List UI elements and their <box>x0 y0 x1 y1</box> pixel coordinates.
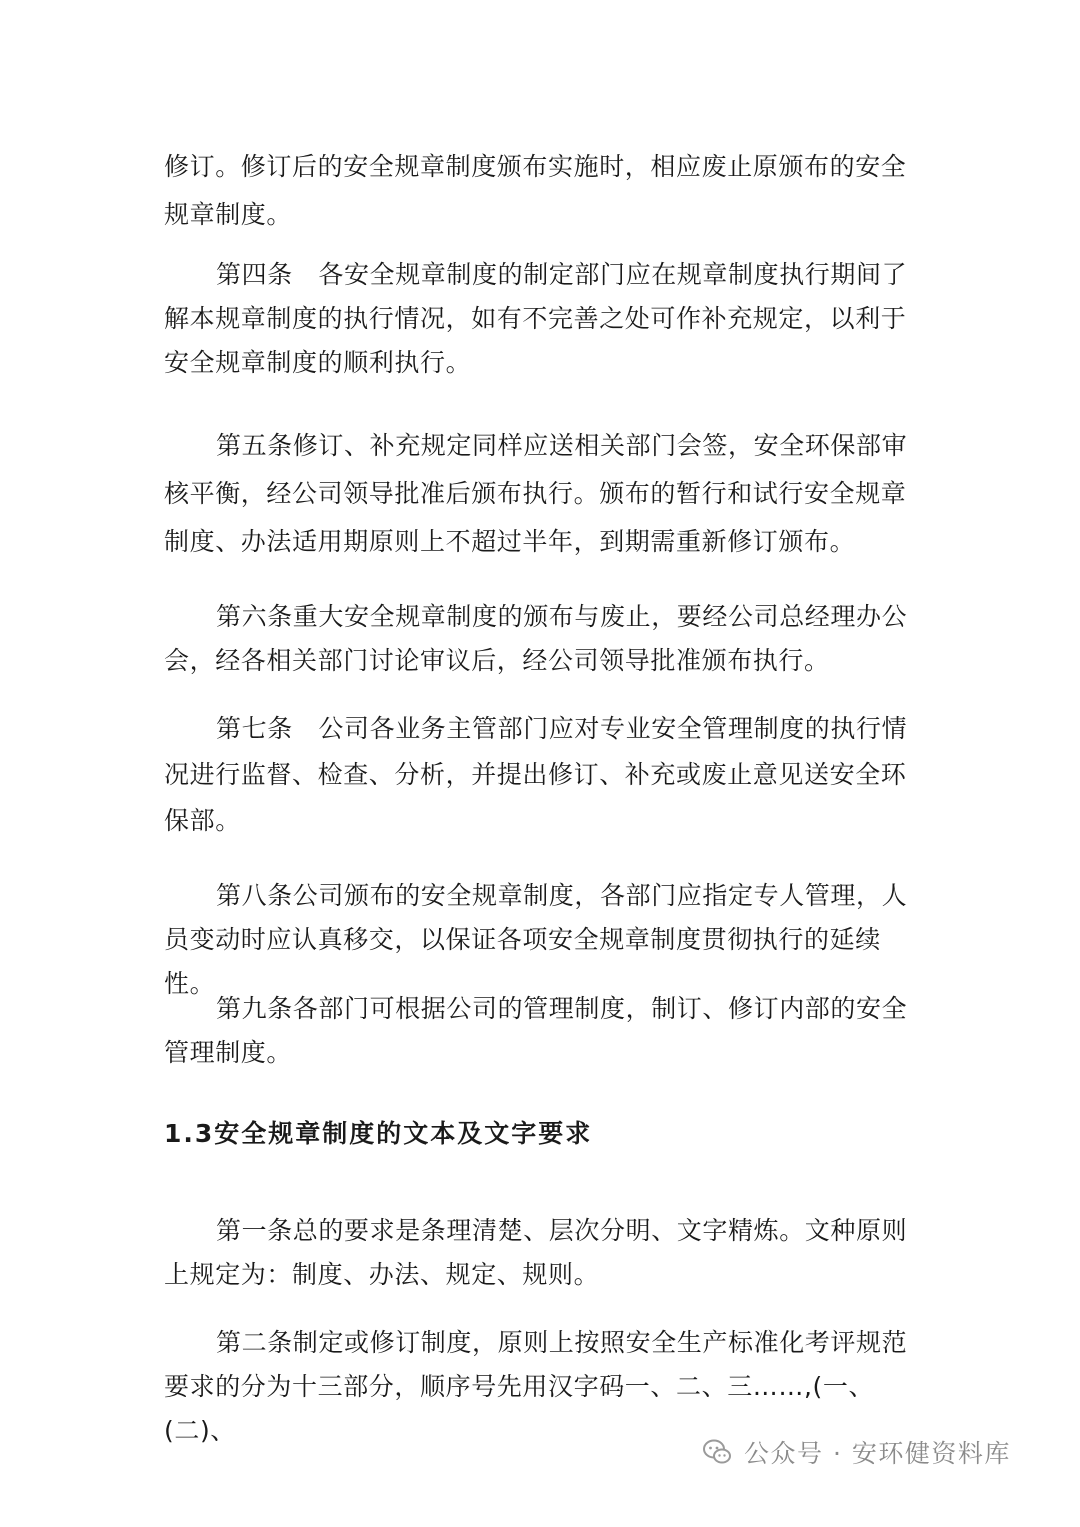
paragraph-article-8: 第八条公司颁布的安全规章制度，各部门应指定专人管理，人员变动时应认真移交，以保证各项安全规章制度贯彻执行的延续性。 <box>164 881 908 998</box>
paragraph-section-article-2: 第二条制定或修订制度，原则上按照安全生产标准化考评规范要求的分为十三部分，顺序号先用汉字码一、二、三……,(一、(二)、 <box>164 1328 908 1445</box>
paragraph-article-7: 第七条 公司各业务主管部门应对专业安全管理制度的执行情况进行监督、检查、分析，并提出修订、补充或废止意见送安全环保部。 <box>164 714 908 835</box>
paragraph-revision-continuation: 修订。修订后的安全规章制度颁布实施时，相应废止原颁布的安全规章制度。 <box>164 152 907 229</box>
paragraph-article-6: 第六条重大安全规章制度的颁布与废止，要经公司总经理办公会，经各相关部门讨论审议后，经公司领导批准颁布执行。 <box>164 602 908 675</box>
paragraph-section-article-1: 第一条总的要求是条理清楚、层次分明、文字精炼。文种原则上规定为：制度、办法、规定、规则。 <box>164 1216 908 1289</box>
paragraph-article-4: 第四条 各安全规章制度的制定部门应在规章制度执行期间了解本规章制度的执行情况，如有不完善之处可作补充规定，以利于安全规章制度的顺利执行。 <box>164 260 908 377</box>
watermark-text: 公众号 · 安环健资料库 <box>744 1439 1011 1468</box>
section-heading: 1.3安全规章制度的文本及文字要求 <box>164 1119 593 1148</box>
paragraph-article-5: 第五条修订、补充规定同样应送相关部门会签，安全环保部审核平衡，经公司领导批准后颁布执行。颁布的暂行和试行安全规章制度、办法适用期原则上不超过半年，到期需重新修订颁布。 <box>164 431 908 556</box>
wechat-icon <box>702 1437 732 1467</box>
watermark <box>702 1432 1011 1472</box>
paragraph-article-9: 第九条各部门可根据公司的管理制度，制订、修订内部的安全管理制度。 <box>164 994 908 1067</box>
